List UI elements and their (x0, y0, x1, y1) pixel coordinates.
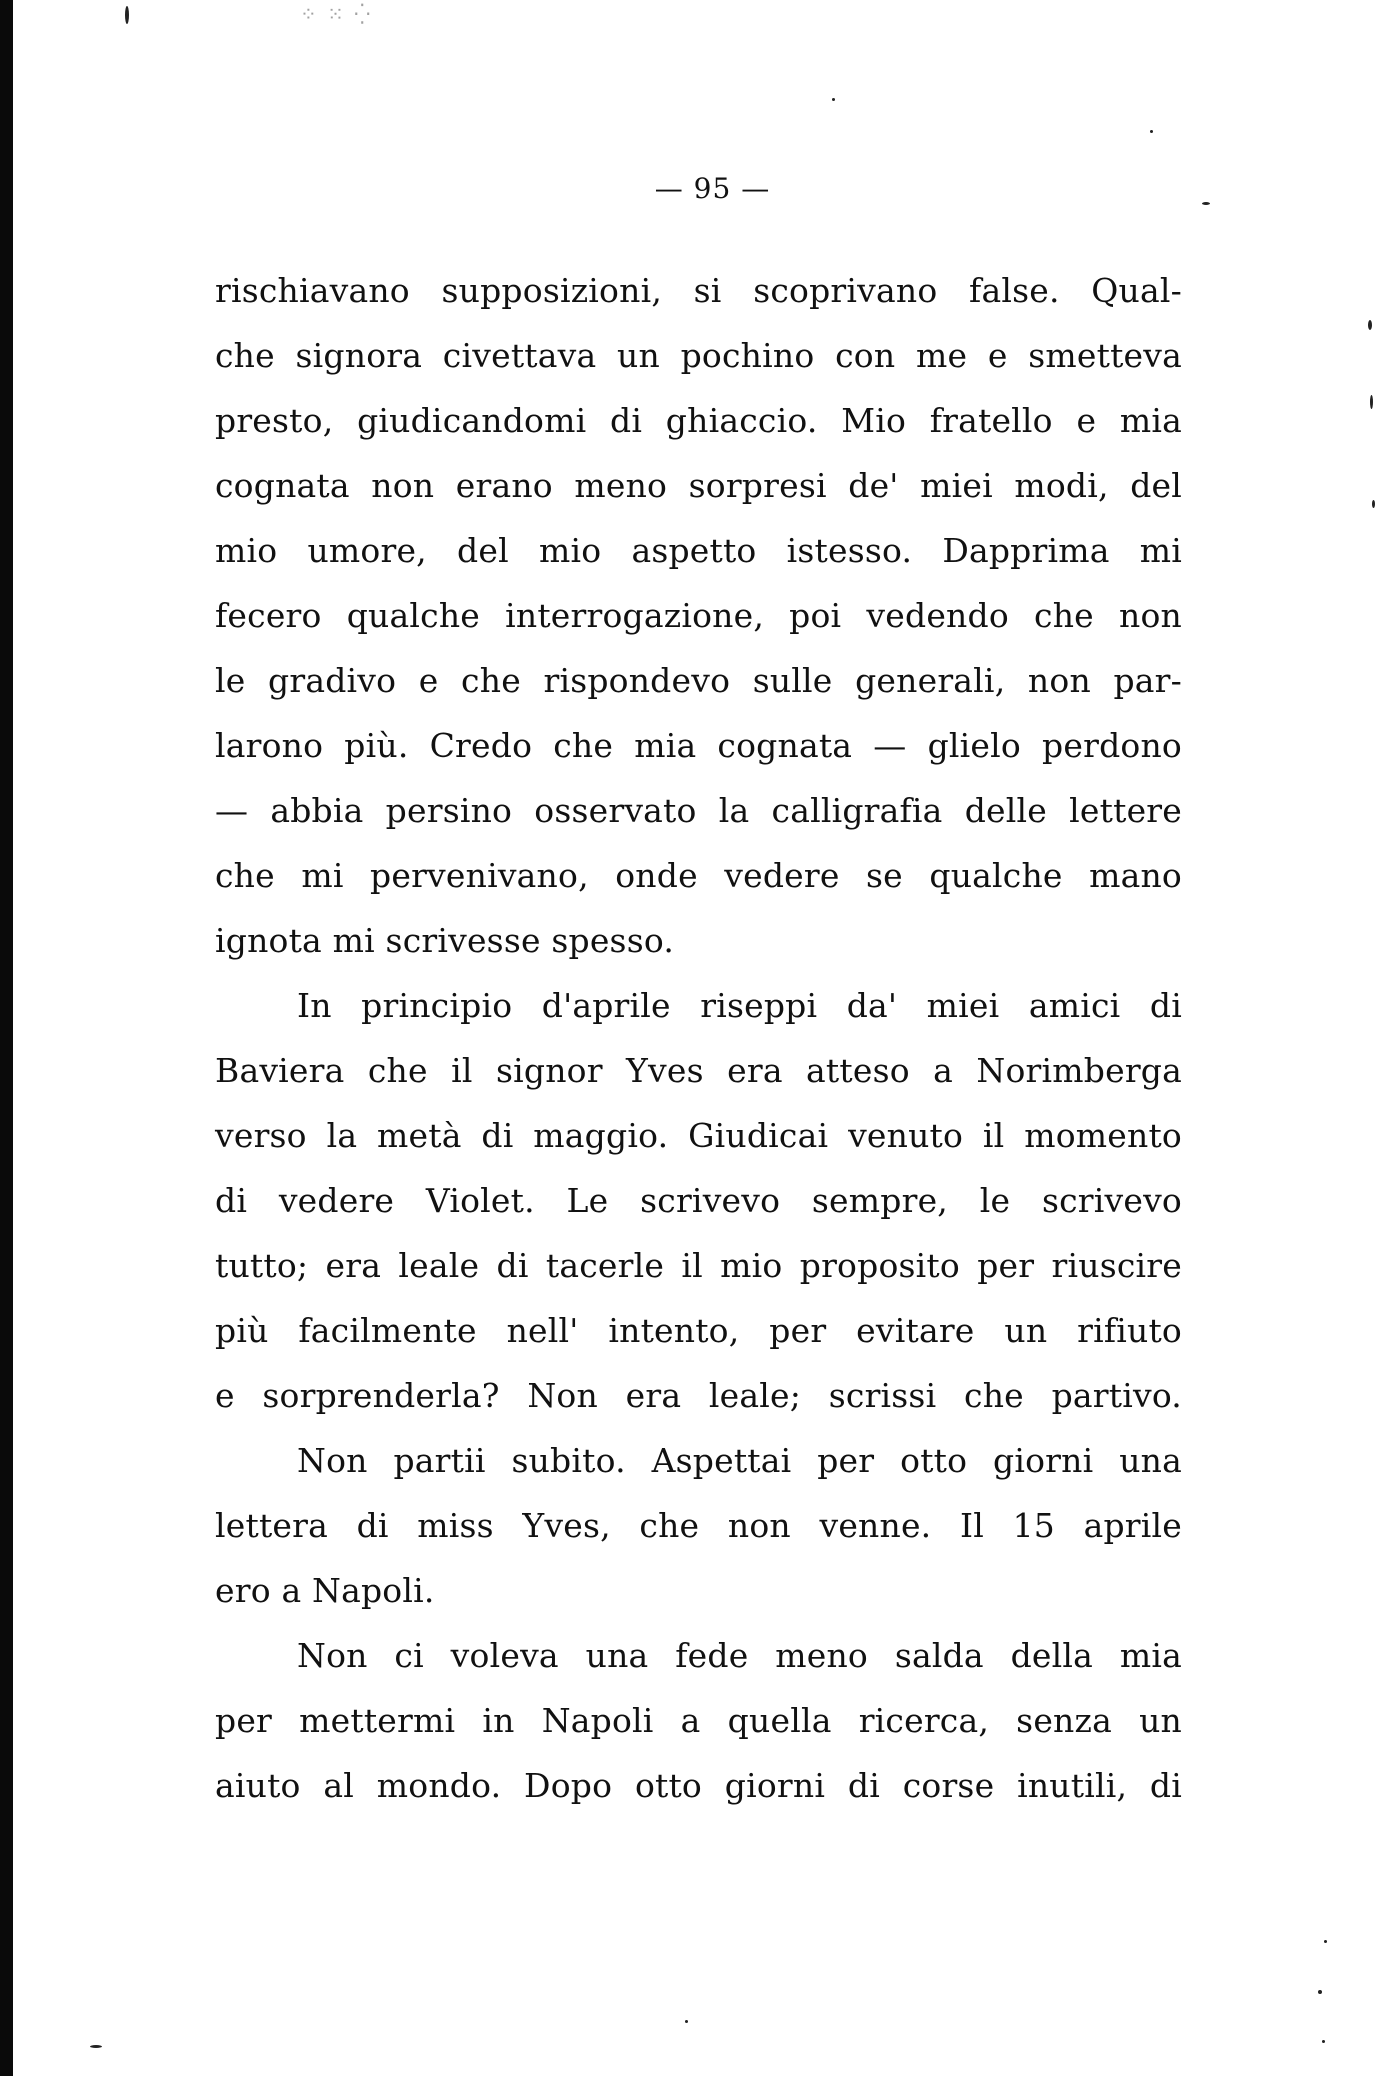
text-line: larono più. Credo che mia cognata — glielo perdono (215, 726, 1182, 765)
scan-speck (832, 98, 835, 101)
text-line: che mi pervenivano, onde vedere se qualche mano (215, 856, 1182, 895)
text-line: cognata non erano meno sorpresi de' miei modi, del (215, 466, 1182, 505)
text-line: le gradivo e che rispondevo sulle generali, non par- (215, 661, 1182, 700)
text-line: lettera di miss Yves, che non venne. Il 15 aprile (215, 1506, 1182, 1545)
text-line: che signora civettava un pochino con me e smetteva (215, 336, 1182, 375)
text-line: In principio d'aprile riseppi da' miei amici di (297, 986, 1182, 1025)
text-line: fecero qualche interrogazione, poi vedendo che non (215, 596, 1182, 635)
scan-speck (1318, 1990, 1322, 1994)
text-line: mio umore, del mio aspetto istesso. Dapprima mi (215, 531, 1182, 570)
scan-speck (1202, 202, 1210, 205)
text-line: e sorprenderla? Non era leale; scrissi che partivo. (215, 1376, 1182, 1415)
text-line: presto, giudicandomi di ghiaccio. Mio fratello e mia (215, 401, 1182, 440)
page-number: — 95 — (654, 172, 771, 205)
scan-speck (1324, 1940, 1327, 1943)
scan-binding-edge (0, 0, 13, 2076)
text-line: di vedere Violet. Le scrivevo sempre, le scrivevo (215, 1181, 1182, 1220)
scan-speck (90, 2045, 102, 2048)
scan-speck (1370, 395, 1373, 409)
scan-speck (685, 2020, 688, 2023)
page-body-text (215, 258, 1182, 1818)
scan-speck (1150, 130, 1153, 133)
text-line: rischiavano supposizioni, si scoprivano false. Qual- (215, 271, 1182, 310)
text-line: — abbia persino osservato la calligrafia delle lettere (215, 791, 1182, 830)
text-line: ero a Napoli. (215, 1571, 435, 1610)
scan-speck (1372, 500, 1375, 508)
text-line: Baviera che il signor Yves era atteso a Norimberga (215, 1051, 1182, 1090)
text-line: verso la metà di maggio. Giudicai venuto il momento (215, 1116, 1182, 1155)
text-line: ignota mi scrivesse spesso. (215, 921, 675, 960)
scan-speck (125, 6, 129, 24)
scan-stamp-mark: ⁘ ⁙ ⁛ (300, 2, 373, 26)
text-line: aiuto al mondo. Dopo otto giorni di corse inutili, di (215, 1766, 1182, 1805)
text-line: più facilmente nell' intento, per evitare un rifiuto (215, 1311, 1182, 1350)
scan-speck (1368, 320, 1372, 330)
scan-speck (1322, 2040, 1325, 2043)
text-line: Non partii subito. Aspettai per otto giorni una (297, 1441, 1182, 1480)
text-line: per mettermi in Napoli a quella ricerca, senza un (215, 1701, 1182, 1740)
text-line: tutto; era leale di tacerle il mio proposito per riuscire (215, 1246, 1182, 1285)
text-line: Non ci voleva una fede meno salda della mia (297, 1636, 1182, 1675)
